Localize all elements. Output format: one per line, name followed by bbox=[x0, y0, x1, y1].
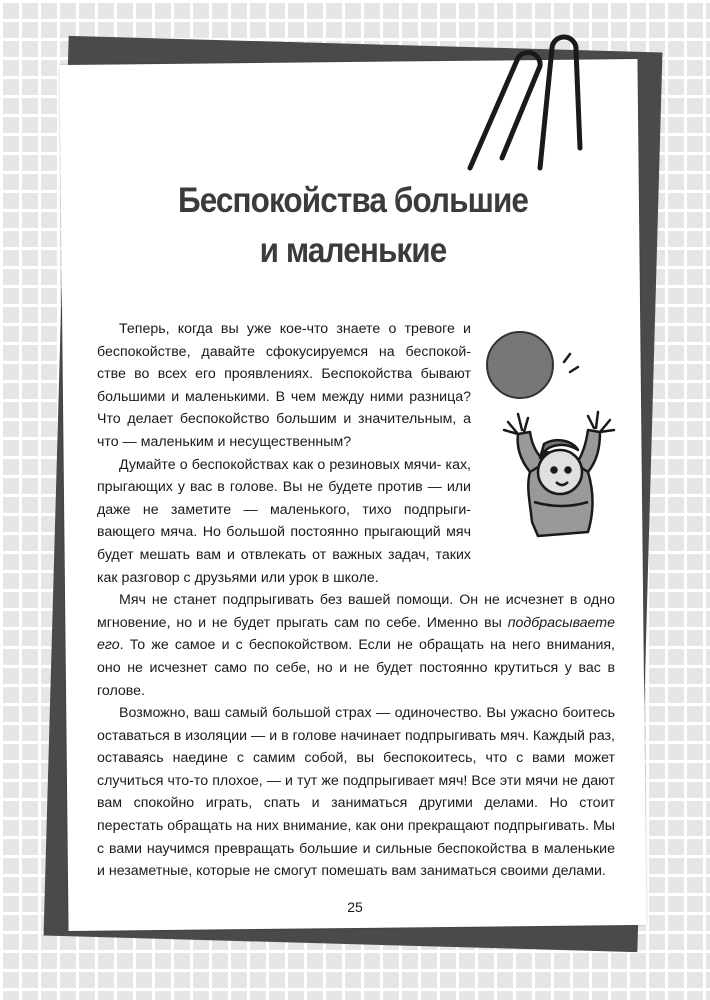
title-line-1: Беспокойства большие bbox=[177, 181, 529, 220]
paragraph-line: ках, прыгающих у вас в голове. Вы не будете против — bbox=[97, 456, 471, 496]
paragraph-2 bbox=[97, 454, 471, 590]
paragraph-3-emphasis: подбрасываете его bbox=[97, 614, 615, 654]
paragraph-line: большими и маленькими. В чем между ними разница? bbox=[97, 388, 471, 405]
paragraph-line: Что делает беспокойство большим и значительным, bbox=[97, 411, 457, 428]
paragraph-4: Возможно, ваш самый большой страх — одиночество. Вы ужасно боитесь оставаться в изоляции — и в голове начинает подпрыгивать мяч. Каждый раз, оставаясь наедине с самим собой, вы беспокоитесь, что с вами может случиться что-то плохое, — и тут же подпрыгивает мяч! Все эти мячи не дают вам спокойно играть, спать и заниматься другими делами. Но стоит перестать обращать на них внимание, как они прекращают подпрыгивать. Мы с вами научимся превращать большие и сильные беспокойства в маленькие и незаметные, которые не смогут помешать вам заниматься своими делами. bbox=[97, 705, 615, 880]
paper-clip-icon bbox=[440, 28, 600, 178]
paragraph-line: как разговор с друзьями или урок в школе. bbox=[97, 569, 379, 586]
paragraph-line: стве во всех его проявлениях. Беспокойства бывают bbox=[97, 366, 471, 383]
paragraph-line: Думайте о беспокойствах как о резиновых мячи- bbox=[119, 456, 442, 473]
body-text bbox=[97, 318, 615, 883]
paragraph-line: будет мешать вам и отвлекать от важных задач, таких bbox=[97, 546, 471, 563]
paragraph-3-part2: . То же самое и с беспокойством. Если не обращать на него внимания, оно не исчезнет само по себе, но и не будет постоянно крутиться у вас в голове. bbox=[97, 637, 615, 699]
paragraph-3-part1: Мяч не станет подпрыгивать без вашей помощи. Он не исчезнет в одно мгновение, но и не будет прыгать сам по себе. Именно вы bbox=[97, 592, 615, 631]
paragraph-3 bbox=[97, 589, 615, 702]
paragraph-line: беспокойстве, давайте сфокусируемся на беспокой- bbox=[97, 343, 471, 360]
title-line-2: и маленькие bbox=[259, 231, 447, 270]
paragraph-1 bbox=[97, 318, 471, 454]
paragraph-line: вающего мяча. Но большой постоянно прыгающий мяч bbox=[97, 524, 471, 541]
paragraph-line: или даже не заметите — маленького, тихо подпрыги- bbox=[97, 479, 471, 518]
page-number: 25 bbox=[347, 899, 363, 915]
page-title bbox=[93, 176, 613, 276]
paragraph-line: а что — маленьким и несущественным? bbox=[97, 411, 471, 450]
paragraph-line: Теперь, когда вы уже кое-что знаете о тревоге и bbox=[119, 321, 471, 337]
